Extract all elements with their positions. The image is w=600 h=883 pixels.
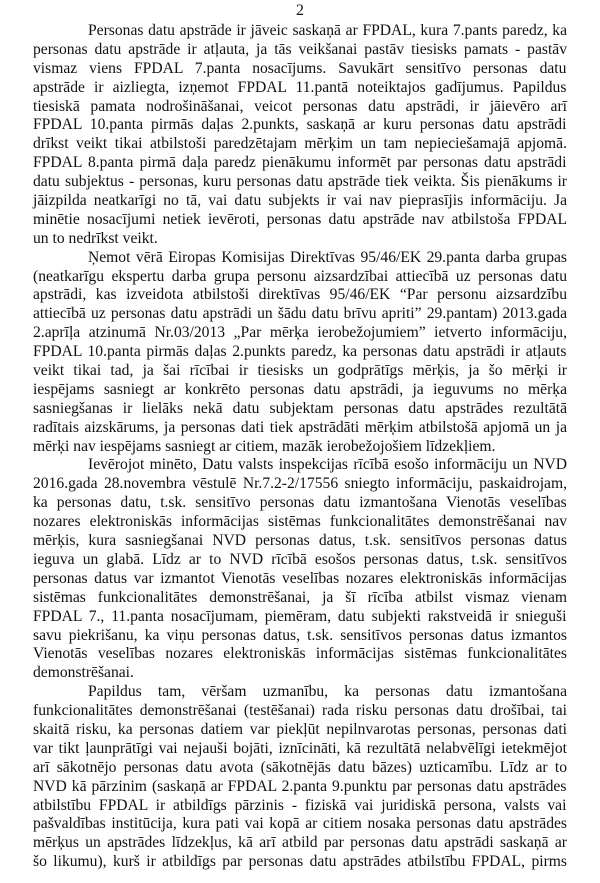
text-line: sasniegšanas ir lielāks nekā datu subjektam personas datu apstrādes rezultātā bbox=[33, 399, 567, 417]
paragraph bbox=[33, 249, 567, 457]
text-line: attiecībā uz personas datu apstrādi un šādu datu brīvu apriti” 29.pantam) 2013.gada bbox=[33, 305, 567, 323]
text-line: mērķis, kura sasniegšanai NVD personas datus, t.sk. sensitīvos personas datus bbox=[33, 532, 567, 550]
text-line: Ņemot vērā Eiropas Komisijas Direktīvas 95/46/EK 29.panta darba grupas bbox=[88, 248, 568, 266]
text-line: mērķus un apstrādes līdzekļus, kā arī atbild par personas datu apstrādi saskaņā ar bbox=[33, 834, 567, 852]
text-line: apstrāde ir aizliegta, izņemot FPDAL 11.pantā noteiktajos gadījumus. Papildus bbox=[33, 78, 567, 96]
text-line: sistēmas funkcionalitātes demonstrēšanai, ja šī rīcība atbilst vismaz vienam bbox=[33, 588, 567, 606]
text-line: (neatkarīgu ekspertu darba grupa personu aizsardzībai attiecībā uz personas datu bbox=[33, 267, 567, 285]
text-line: un to nedrīkst veikt. bbox=[33, 229, 158, 247]
text-line: jāizpilda neatkarīgi no tā, vai datu subjekts ir vai nav pieprasījis informāciju. Ja bbox=[33, 192, 567, 210]
text-line: FPDAL 8.panta pirmā daļa paredz pienākumu informēt par personas datu apstrādi bbox=[33, 154, 567, 172]
text-line: minētie nosacījumi netiek ievēroti, personas datu apstrāde nav atbilstoša FPDAL bbox=[33, 210, 567, 228]
text-line: mērķi nav iespējams sasniegt ar citiem, mazāk ierobežojošiem līdzekļiem. bbox=[33, 437, 496, 455]
text-line: 2016.gada 28.novembra vēstulē Nr.7.2-2/17556 sniegto informāciju, paskaidrojam, bbox=[33, 475, 567, 493]
paragraph bbox=[33, 22, 567, 249]
text-line: atbilstību FPDAL ir atbildīgs pārzinis - fiziskā vai juridiskā persona, valsts vai bbox=[33, 796, 567, 814]
text-line: 2.aprīļa atzinumā Nr.03/2013 „Par mērķa ierobežojumiem” ietverto informāciju, bbox=[33, 324, 567, 342]
text-line: FPDAL 7., 11.panta nosacījumam, piemēram, datu subjekti rakstveidā ir snieguši bbox=[33, 607, 567, 625]
text-line: savu piekrišanu, ka viņu personas datus, t.sk. sensitīvos personas datus izmantos bbox=[33, 626, 567, 644]
text-line: NVD kā pārzinim (saskaņā ar FPDAL 2.panta 9.punktu par personas datu apstrādes bbox=[33, 777, 567, 795]
text-line: funkcionalitātes demonstrēšanai (testēšanai) rada risku personas datu drošībai, tai bbox=[33, 702, 567, 720]
text-line: apstrādi, kas izveidota atbilstoši direktīvas 95/46/EK “Par personu aizsardzību bbox=[33, 286, 567, 304]
text-line: veikt tikai tad, ja šai rīcībai ir tiesisks un godprātīgs mērķis, ja šo mērķi ir bbox=[33, 362, 567, 380]
text-line: ieguva un glabā. Līdz ar to NVD rīcībā esošos personas datus, t.sk. sensitīvos bbox=[33, 550, 567, 568]
paragraph bbox=[33, 683, 567, 872]
text-line: Papildus tam, vēršam uzmanību, ka personas datu izmantošana bbox=[88, 683, 567, 701]
text-line: Ievērojot minēto, Datu valsts inspekcijas rīcībā esošo informāciju un NVD bbox=[88, 456, 567, 474]
text-line: Vienotās veselības nozares elektroniskās informācijas sistēmas funkcionalitātes bbox=[33, 645, 567, 663]
page-number: 2 bbox=[296, 2, 304, 19]
text-line: tiesiskā pamata nodrošināšanai, veicot personas datu apstrādi, ir jāievēro arī bbox=[33, 97, 567, 115]
text-line: var tikt ļaunprātīgi vai nejauši bojāti, iznīcināti, kā rezultātā nelabvēlīgi ietekmējot bbox=[33, 739, 567, 757]
text-line: radītais aizskārums, ja personas dati tiek apstrādāti mērķim atbilstošā apjomā un ja bbox=[33, 418, 567, 436]
text-line: datu subjektus - personas, kuru personas datu apstrāde tiek veikta. Šis pienākums ir bbox=[33, 173, 567, 191]
text-line: personas datu apstrāde ir atļauta, ja tās veikšanai pastāv tiesisks pamats - pastāv bbox=[33, 40, 567, 58]
text-line: arī sākotnējo personas datu avota (sākotnējās datu bāzes) uzticamību. Līdz ar to bbox=[33, 758, 567, 776]
text-line: ka personas datu, t.sk. sensitīvo personas datu izmantošana Vienotās veselības bbox=[33, 494, 567, 512]
text-line: iespējams sasniegt ar konkrēto personas datu apstrādi, ja ieguvums no mērķa bbox=[33, 380, 567, 398]
text-line: Personas datu apstrāde ir jāveic saskaņā ar FPDAL, kura 7.pants paredz, ka bbox=[88, 22, 567, 39]
text-line: pašvaldības institūcija, kura pati vai kopā ar citiem nosaka personas datu apstrādes bbox=[33, 815, 567, 833]
paragraph bbox=[33, 456, 567, 683]
document-body bbox=[33, 22, 567, 872]
text-line: personas datus var izmantot Vienotās veselības nozares elektroniskās informācijas bbox=[33, 569, 567, 587]
text-line: skaitā risku, ka personas datiem var piekļūt nepilnvarotas personas, personas dati bbox=[33, 720, 567, 738]
text-line: FPDAL 10.panta pirmās daļas 2.punkts paredz, ka personas datu apstrādi ir atļauts bbox=[33, 343, 567, 361]
text-line: FPDAL 10.panta pirmās daļas 2.punkts, saskaņā ar kuru personas datu apstrādi bbox=[33, 116, 567, 134]
text-line: šo likumu), kurš ir atbildīgs par personas datu apstrādes atbilstību FPDAL, pirms bbox=[33, 853, 567, 871]
text-line: vismaz viens FPDAL 7.panta nosacījums. Savukārt sensitīvo personas datu bbox=[33, 59, 567, 77]
text-line: drīkst veikt tikai atbilstoši paredzētajam mērķim un tam nepieciešamajā apjomā. bbox=[33, 135, 567, 153]
text-line: demonstrēšanai. bbox=[33, 664, 134, 682]
text-line: nozares elektroniskās informācijas sistēmas funkcionalitātes demonstrēšanai nav bbox=[33, 513, 567, 531]
